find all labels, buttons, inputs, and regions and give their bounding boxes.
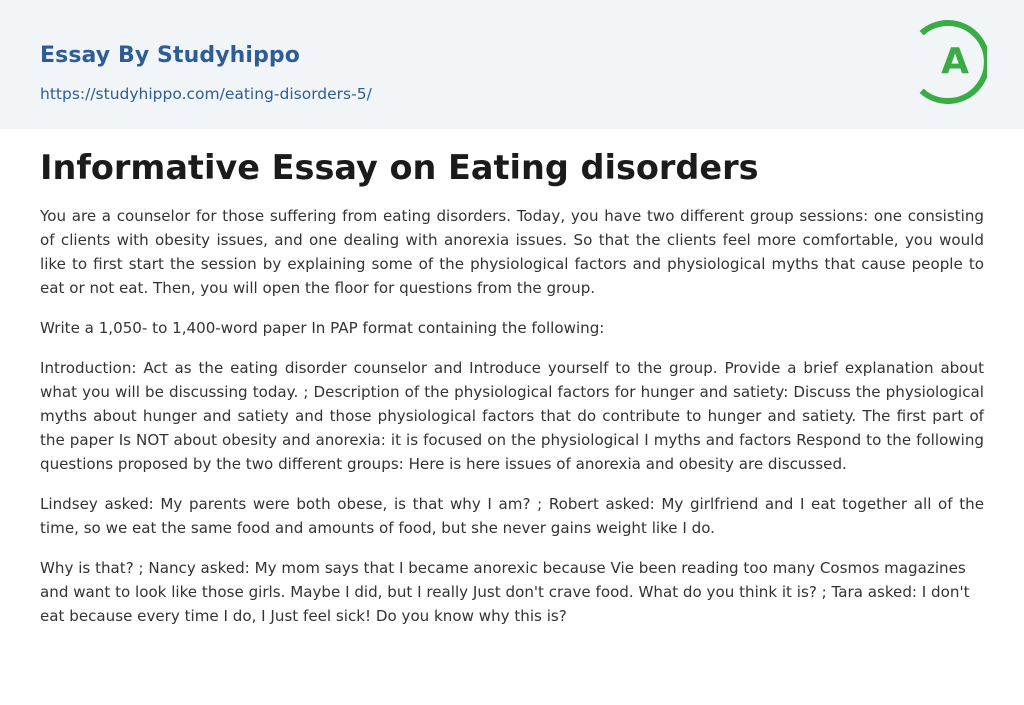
page-title: Informative Essay on Eating disorders <box>40 148 759 187</box>
essay-paragraph: Write a 1,050- to 1,400-word paper In PAP format containing the following: <box>40 319 605 337</box>
site-header <box>0 0 1024 129</box>
essay-paragraph: Lindsey asked: My parents were both obese, is that why I am? ; Robert asked: My girlfriend and I eat together all of the time, so we eat the same food and amounts of food, but she never gains weight like I do. <box>40 495 984 537</box>
essay-content <box>40 146 984 644</box>
site-title: Essay By Studyhippo <box>40 43 300 68</box>
essay-paragraph: You are a counselor for those suffering from eating disorders. Today, you have two different group sessions: one consisting of clients with obesity issues, and one dealing with anorexia issues. So that the clients feel more comfortable, you would like to first start the session by explaining some of the physiological factors and physiological myths that cause people to eat or not eat. Then, you will open the floor for questions from the group. <box>40 207 984 297</box>
essay-paragraph: Why is that? ; Nancy asked: My mom says that I became anorexic because Vie been reading too many Cosmos magazines and want to look like those girls. Maybe I did, but I really Just don't crave food. What do you think it is? ; Tara asked: I don't eat because every time I do, I Just feel sick! Do you know why this is? <box>40 559 970 625</box>
essay-paragraph: Introduction: Act as the eating disorder counselor and Introduce yourself to the group. Provide a brief explanation about what you will be discussing today. ; Description of the physiological factors for hunger and satiety: Discuss the physiological myths about hunger and satiety and those physiological factors that do contribute to hunger and satiety. The first part of the paper Is NOT about obesity and anorexia: it is focused on the physiological I myths and factors Respond to the following questions proposed by the two different groups: Here is here issues of anorexia and obesity are discussed. <box>40 359 984 473</box>
essay-url-link[interactable]: https://studyhippo.com/eating-disorders-5/ <box>40 85 372 103</box>
studyhippo-logo-icon[interactable] <box>909 19 987 105</box>
logo-letter: A <box>941 41 969 82</box>
